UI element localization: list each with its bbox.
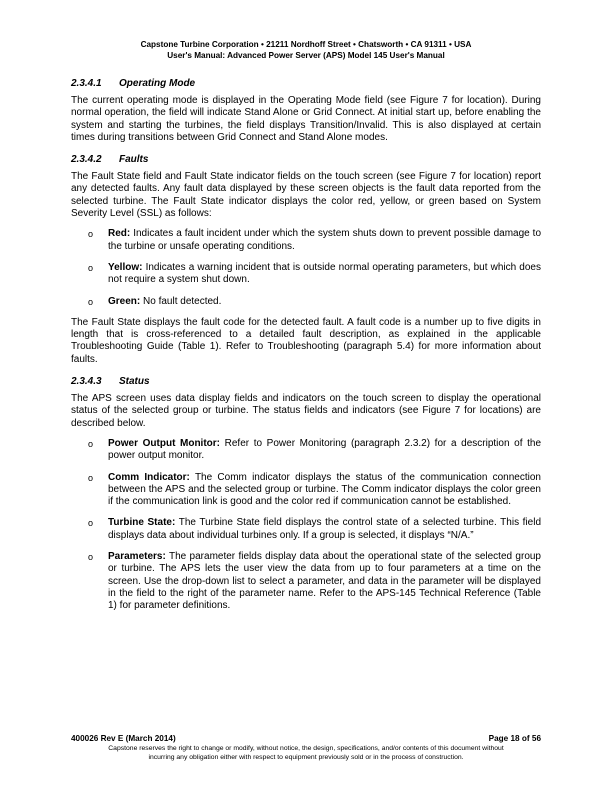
- bullet-term: Yellow:: [108, 261, 143, 273]
- section-title: Operating Mode: [119, 78, 196, 89]
- bullet-text: Refer to Power Monitoring (paragraph 2.3.2) for a description of the power output monitor.: [108, 437, 542, 462]
- bullet-marker: o: [88, 472, 94, 483]
- list-item-power-output-monitor: [71, 438, 541, 463]
- bullet-term: Power Output Monitor:: [108, 437, 221, 449]
- bullet-text: Indicates a warning incident that is outside normal operating parameters, but which does not require a system shut down.: [108, 261, 541, 286]
- bullet-term: Parameters:: [108, 551, 166, 563]
- disclaimer-line-2: incurring any obligation either with respect to equipment previously sold or in the process of construction.: [148, 753, 464, 761]
- list-item-yellow: [71, 262, 541, 287]
- footer-disclaimer: [71, 745, 541, 762]
- section-title: Status: [119, 376, 150, 388]
- bullet-marker: o: [88, 438, 94, 449]
- faults-intro-paragraph: The Fault State field and Fault State indicator fields on the touch screen (see Figure 7 for location) report any detected faults. Any fault data displayed by these screen objects is the fault data reported from the selected turbine. The Fault State indicator displays the color red, yellow, or green based on System Severity Level (SSL) as follows:: [71, 171, 541, 220]
- bullet-marker: o: [88, 296, 94, 307]
- list-item-comm-indicator: [71, 472, 541, 509]
- bullet-text: Indicates a fault incident under which the system shuts down to prevent possible damage to the turbine or unsafe operating conditions.: [108, 228, 542, 252]
- section-heading-status: [71, 376, 541, 388]
- disclaimer-line-1: Capstone reserves the right to change or modify, without notice, the design, specifications, and/or contents of this document without: [108, 745, 504, 752]
- list-item-parameters: [71, 551, 541, 612]
- bullet-text: The Comm indicator displays the status of the communication connection between the APS and the selected group or turbine. The Comm indicator displays the color green if the communication link is good and the color red if communication cannot be established.: [108, 471, 541, 508]
- bullet-term: Red:: [108, 228, 131, 240]
- faults-outro-paragraph: The Fault State displays the fault code for the detected fault. A fault code is a number up to five digits in length that is cross-referenced to a detailed fault description, as explained in the applicable Troubleshooting Guide (Table 1). Refer to Troubleshooting (paragraph 5.4) for more information about faults.: [71, 316, 541, 365]
- status-intro-paragraph: The APS screen uses data display fields and indicators on the touch screen to display the operational status of the selected group or turbine. The status fields and indicators (see Figure 7 for locations) are described below.: [71, 393, 541, 429]
- bullet-marker: o: [88, 518, 94, 529]
- section-heading-operating-mode: [71, 78, 541, 90]
- section-number: 2.3.4.3: [71, 376, 102, 388]
- bullet-term: Comm Indicator:: [108, 471, 190, 483]
- document-revision: 400026 Rev E (March 2014): [71, 734, 176, 743]
- list-item-red: [71, 228, 541, 253]
- bullet-marker: o: [88, 229, 94, 240]
- section-number: 2.3.4.1: [71, 78, 102, 89]
- section-title: Faults: [119, 154, 149, 166]
- bullet-term: Turbine State:: [108, 517, 176, 529]
- fault-severity-list: [71, 228, 541, 307]
- list-item-green: [71, 296, 541, 308]
- bullet-term: Green:: [108, 295, 141, 307]
- bullet-marker: o: [88, 262, 94, 273]
- bullet-text: No fault detected.: [143, 295, 222, 307]
- bullet-text: The parameter fields display data about the operational state of the selected group or turbine. The APS lets the user view the data from up to four parameters at a time on the screen. Use the drop-down list to select a parameter, and data in the parameter will be displayed in the field to the right of the parameter name. Refer to the APS-145 Technical Reference (Table 1) for parameter definitions.: [108, 551, 541, 612]
- section-heading-faults: [71, 154, 541, 166]
- bullet-marker: o: [88, 552, 94, 563]
- page-number: Page 18 of 56: [488, 734, 541, 743]
- page-footer: [71, 734, 541, 762]
- list-item-turbine-state: [71, 517, 541, 542]
- status-fields-list: [71, 438, 541, 613]
- section-number: 2.3.4.2: [71, 154, 102, 166]
- bullet-text: The Turbine State field displays the control state of a selected turbine. This field displays data about individual turbines only. If a group is selected, it displays “N/A.”: [108, 517, 542, 541]
- page-content: [71, 78, 541, 622]
- header-manual-title: User's Manual: Advanced Power Server (APS) Model 145 User's Manual: [167, 50, 445, 60]
- header-company-line: Capstone Turbine Corporation • 21211 Nordhoff Street • Chatsworth • CA 91311 • USA: [140, 40, 472, 49]
- operating-mode-paragraph: The current operating mode is displayed in the Operating Mode field (see Figure 7 for location). During normal operation, the field will indicate Stand Alone or Grid Connect. At initial start up, before enabling the system and starting the turbines, the field displays Transition/Invalid. This is also displayed at certain times during transitions between Grid Connect and Stand Alone modes.: [71, 95, 541, 143]
- page-header: [0, 40, 612, 61]
- footer-row: [71, 734, 541, 744]
